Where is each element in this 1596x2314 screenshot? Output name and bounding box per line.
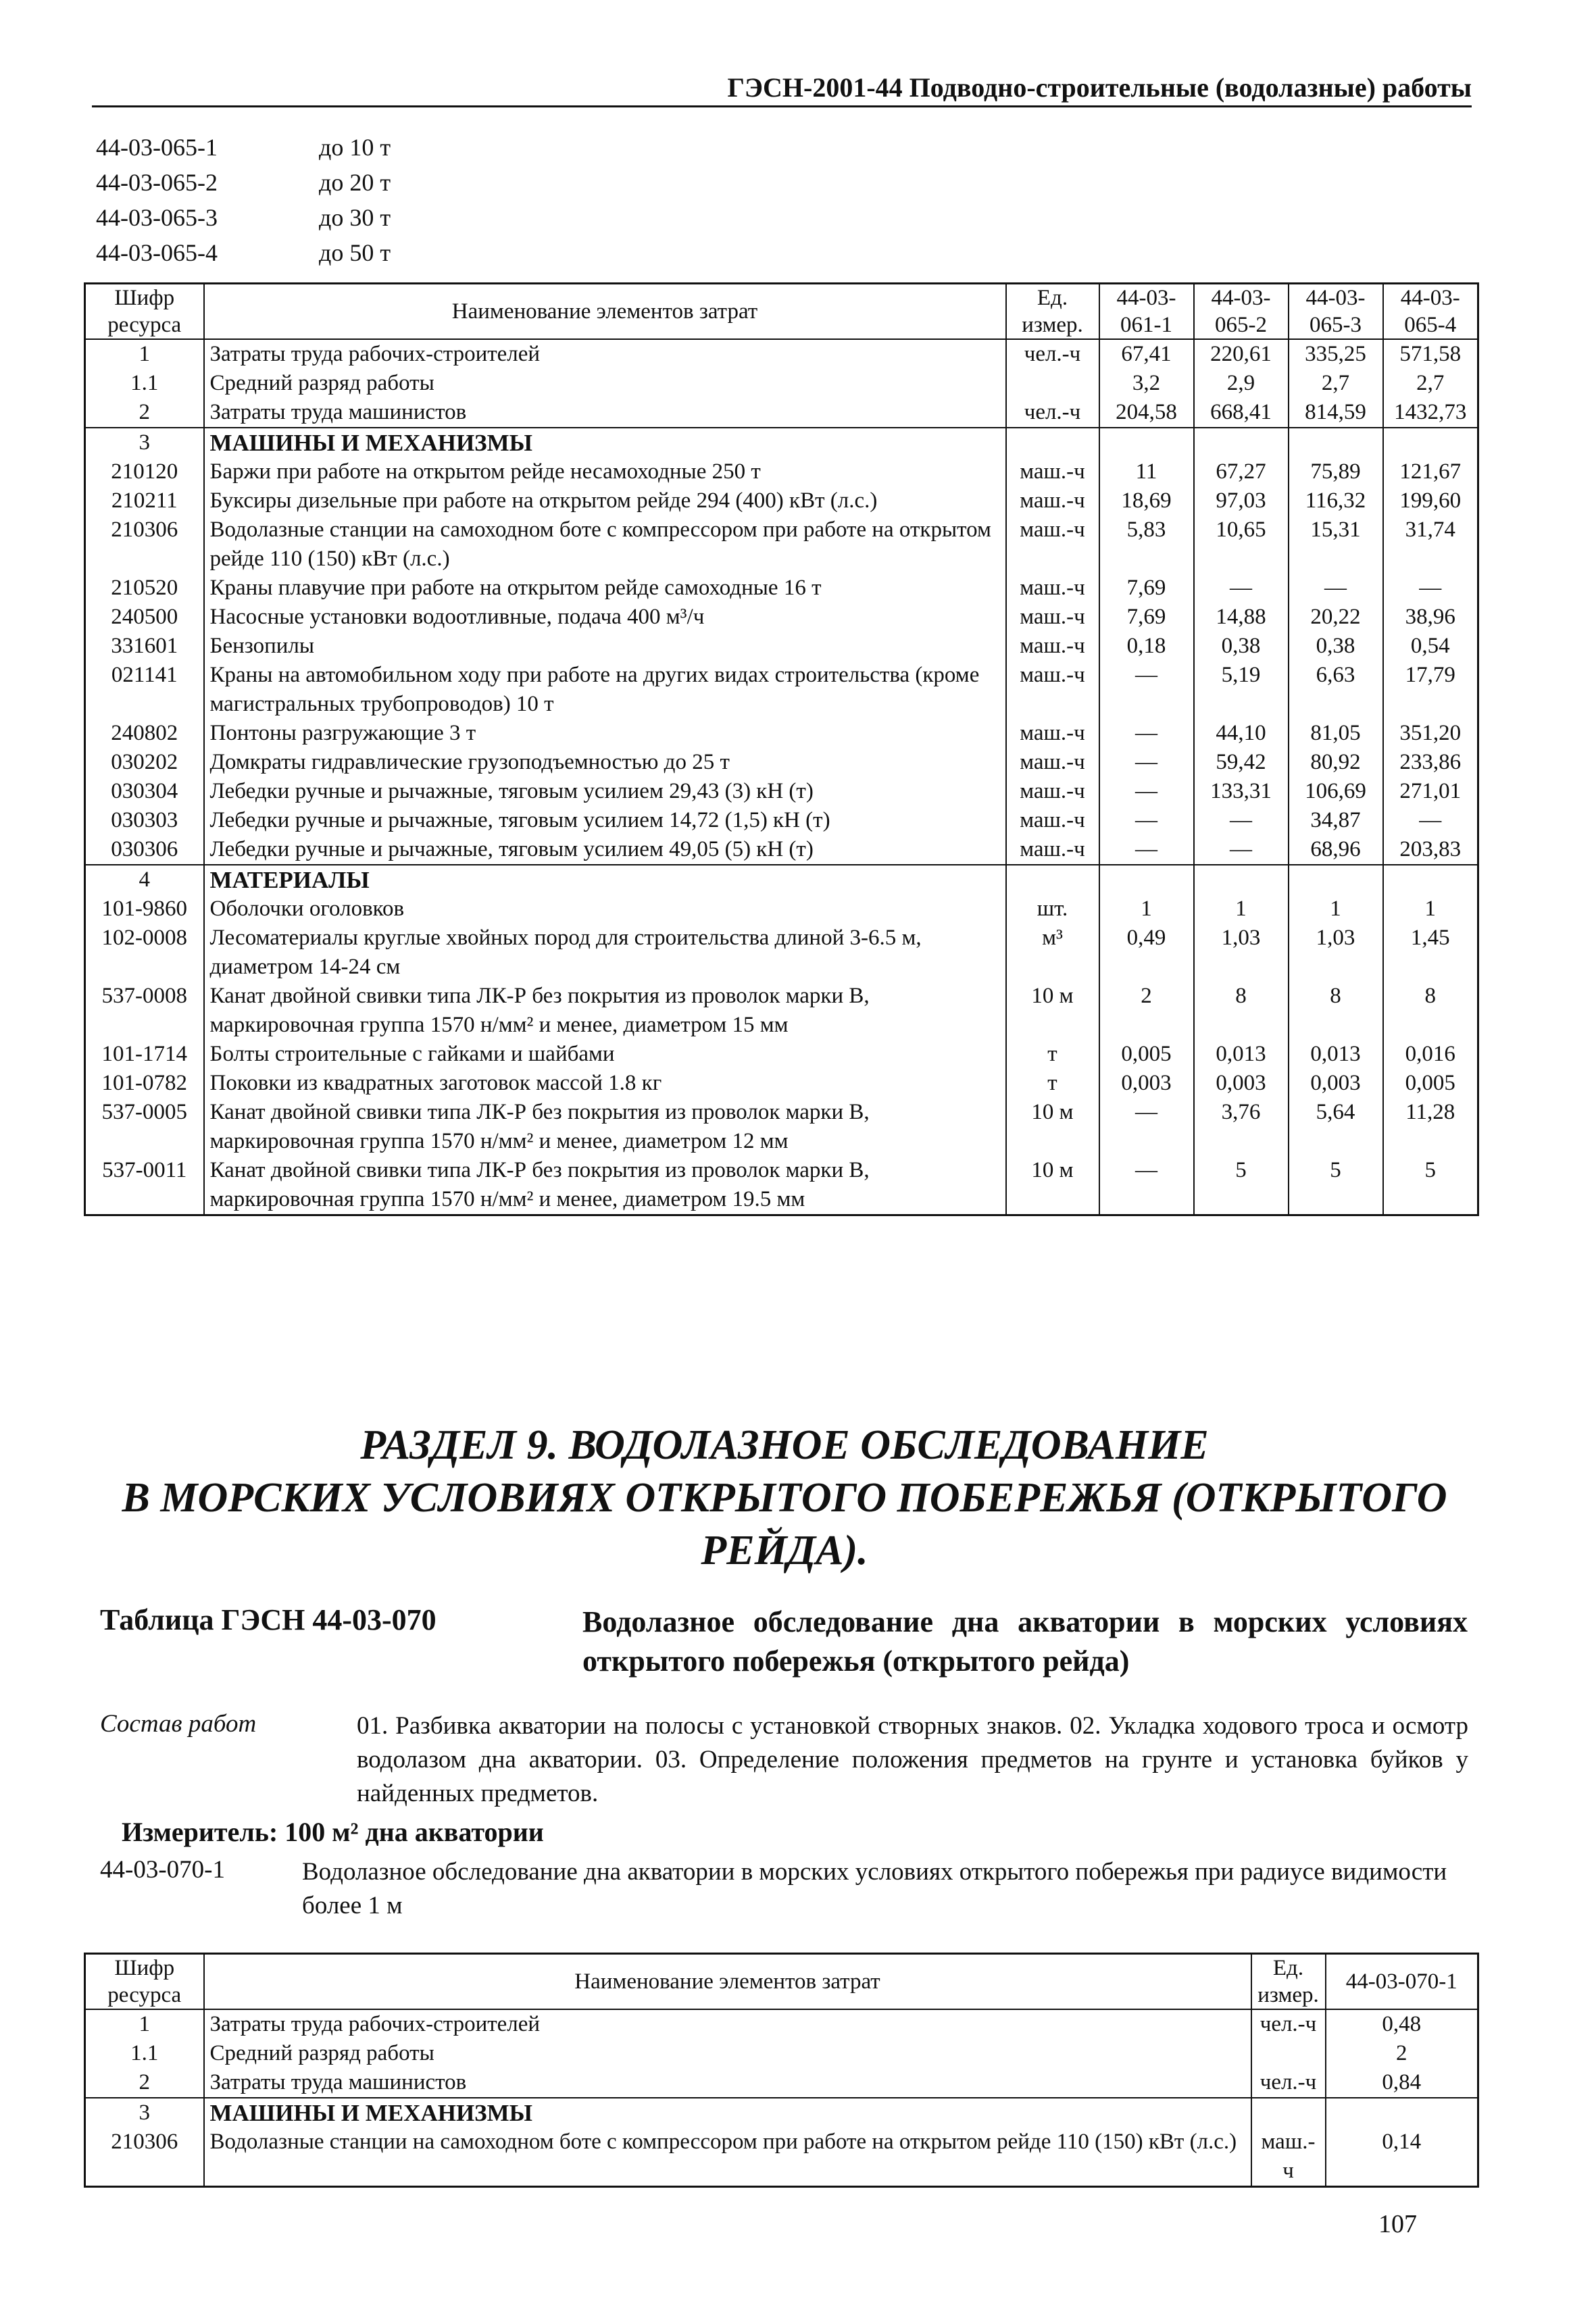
row-value: 8	[1383, 982, 1478, 1040]
row-name: Лесоматериалы круглые хвойных пород для строительства длиной 3-6.5 м, диаметром 14-24 см	[204, 924, 1006, 982]
row-value: —	[1099, 1098, 1194, 1156]
row-value	[1099, 428, 1194, 457]
row-value: 1	[1289, 895, 1383, 924]
row-name: Средний разряд работы	[204, 2039, 1251, 2068]
row-unit	[1006, 369, 1099, 398]
row-value: 0,003	[1289, 1069, 1383, 1098]
section-title-line: РАЗДЕЛ 9. ВОДОЛАЗНОЕ ОБСЛЕДОВАНИЕ	[360, 1422, 1209, 1468]
row-value: 17,79	[1383, 661, 1478, 719]
row-value: 0,003	[1099, 1069, 1194, 1098]
row-code: 537-0008	[85, 982, 204, 1040]
row-value: —	[1099, 661, 1194, 719]
row-value: 5,83	[1099, 515, 1194, 574]
row-value: 2	[1099, 982, 1194, 1040]
row-unit: маш.-ч	[1006, 457, 1099, 486]
row-unit: 10 м	[1006, 1098, 1099, 1156]
row-code: 537-0011	[85, 1156, 204, 1215]
variant-row	[96, 130, 391, 165]
row-code: 331601	[85, 632, 204, 661]
row-value: 7,69	[1099, 574, 1194, 603]
row-code: 030303	[85, 806, 204, 835]
row-name: Понтоны разгружающие 3 т	[204, 719, 1006, 748]
row-unit	[1006, 865, 1099, 895]
resource-table-main	[84, 282, 1479, 1216]
row-value: —	[1194, 835, 1289, 865]
row-value: 0,48	[1326, 2009, 1478, 2039]
row-value: 2,7	[1289, 369, 1383, 398]
row-value	[1194, 865, 1289, 895]
row-code: 101-1714	[85, 1040, 204, 1069]
row-name: Краны плавучие при работе на открытом рейде самоходные 16 т	[204, 574, 1006, 603]
row-name: Бензопилы	[204, 632, 1006, 661]
row-value: 668,41	[1194, 398, 1289, 428]
row-value: 1,45	[1383, 924, 1478, 982]
row-value: 1	[1099, 895, 1194, 924]
row-value: 31,74	[1383, 515, 1478, 574]
row-code: 3	[85, 2098, 204, 2128]
row-name: Водолазные станции на самоходном боте с компрессором при работе на открытом рейде 110 (150) кВт (л.с.)	[204, 515, 1006, 574]
row-value: 0,84	[1326, 2068, 1478, 2098]
row-name: Болты строительные с гайками и шайбами	[204, 1040, 1006, 1069]
row-name: Затраты труда машинистов	[204, 2068, 1251, 2098]
table-row	[85, 486, 1478, 515]
row-value: 0,14	[1326, 2128, 1478, 2187]
row-value: 5,64	[1289, 1098, 1383, 1156]
row-code: 2	[85, 398, 204, 428]
row-value: 0,005	[1383, 1069, 1478, 1098]
col-header-variant: 44-03-065-3	[1289, 284, 1383, 340]
row-code: 021141	[85, 661, 204, 719]
variant-code: 44-03-065-3	[96, 204, 218, 231]
row-unit	[1251, 2039, 1326, 2068]
row-unit: маш.-ч	[1006, 574, 1099, 603]
row-value: —	[1194, 574, 1289, 603]
row-value: 1,03	[1289, 924, 1383, 982]
row-value: 814,59	[1289, 398, 1383, 428]
row-value: 0,016	[1383, 1040, 1478, 1069]
row-value: 116,32	[1289, 486, 1383, 515]
row-value: 68,96	[1289, 835, 1383, 865]
row-value	[1383, 428, 1478, 457]
row-value	[1099, 865, 1194, 895]
row-name: Канат двойной свивки типа ЛК-Р без покрытия из проволок марки В, маркировочная группа 1570 н/мм² и менее, диаметром 15 мм	[204, 982, 1006, 1040]
row-code: 1.1	[85, 2039, 204, 2068]
row-value: 11	[1099, 457, 1194, 486]
row-value: 59,42	[1194, 748, 1289, 777]
table-row	[85, 457, 1478, 486]
row-name: Лебедки ручные и рычажные, тяговым усилием 14,72 (1,5) кН (т)	[204, 806, 1006, 835]
row-name: Оболочки оголовков	[204, 895, 1006, 924]
row-code: 210306	[85, 2128, 204, 2187]
row-value: 67,41	[1099, 339, 1194, 369]
row-code: 3	[85, 428, 204, 457]
table-row	[85, 924, 1478, 982]
col-header-variant: 44-03-061-1	[1099, 284, 1194, 340]
row-value: 0,013	[1289, 1040, 1383, 1069]
row-unit: т	[1006, 1069, 1099, 1098]
row-unit: маш.-ч	[1006, 835, 1099, 865]
row-value: 133,31	[1194, 777, 1289, 806]
row-value: 199,60	[1383, 486, 1478, 515]
row-unit: маш.-ч	[1006, 806, 1099, 835]
section-title	[92, 1419, 1477, 1577]
col-header-code: Шифр ресурса	[85, 1954, 204, 2010]
table-row	[85, 2128, 1478, 2187]
row-name: МАШИНЫ И МЕХАНИЗМЫ	[204, 428, 1006, 457]
row-name: Средний разряд работы	[204, 369, 1006, 398]
table-row	[85, 515, 1478, 574]
row-unit: т	[1006, 1040, 1099, 1069]
row-value: —	[1099, 806, 1194, 835]
row-name: Лебедки ручные и рычажные, тяговым усилием 29,43 (3) кН (т)	[204, 777, 1006, 806]
work-composition-label: Состав работ	[100, 1710, 257, 1738]
table-row	[85, 2068, 1478, 2098]
row-unit: маш.-ч	[1006, 661, 1099, 719]
row-value: 335,25	[1289, 339, 1383, 369]
row-value: 2,9	[1194, 369, 1289, 398]
row-code: 240802	[85, 719, 204, 748]
table-row	[85, 719, 1478, 748]
row-code: 101-9860	[85, 895, 204, 924]
row-value: 34,87	[1289, 806, 1383, 835]
table-caption-description: Водолазное обследование дна акватории в морских условиях открытого побережья (открытого рейда)	[582, 1605, 1468, 1678]
variant-label: до 30 т	[319, 204, 391, 231]
row-name: Поковки из квадратных заготовок массой 1.8 кг	[204, 1069, 1006, 1098]
row-value: 97,03	[1194, 486, 1289, 515]
row-unit: маш.-ч	[1006, 719, 1099, 748]
row-name: Насосные установки водоотливные, подача 400 м³/ч	[204, 603, 1006, 632]
row-value	[1383, 865, 1478, 895]
row-code: 1.1	[85, 369, 204, 398]
col-header-code: Шифр ресурса	[85, 284, 204, 340]
meter-label: Измеритель:	[122, 1817, 278, 1847]
row-value: —	[1194, 806, 1289, 835]
row-value: 5	[1194, 1156, 1289, 1215]
variant-row	[96, 165, 391, 200]
row-unit: маш.-ч	[1006, 486, 1099, 515]
variant-label: до 10 т	[319, 134, 391, 161]
row-name: Канат двойной свивки типа ЛК-Р без покрытия из проволок марки В, маркировочная группа 1570 н/мм² и менее, диаметром 19.5 мм	[204, 1156, 1006, 1215]
table-section-row	[85, 428, 1478, 457]
row-value: 0,18	[1099, 632, 1194, 661]
row-value: 75,89	[1289, 457, 1383, 486]
row-value	[1326, 2098, 1478, 2128]
table-row	[85, 1069, 1478, 1098]
col-header-unit: Ед. измер.	[1006, 284, 1099, 340]
meter-line	[122, 1816, 544, 1848]
table-row	[85, 895, 1478, 924]
row-value: —	[1099, 719, 1194, 748]
row-code: 4	[85, 865, 204, 895]
variant-row	[96, 200, 391, 235]
row-value: 20,22	[1289, 603, 1383, 632]
col-header-name: Наименование элементов затрат	[204, 284, 1006, 340]
row-unit: 10 м	[1006, 1156, 1099, 1215]
row-value: 1	[1383, 895, 1478, 924]
row-code: 1	[85, 2009, 204, 2039]
col-header-variant: 44-03-065-2	[1194, 284, 1289, 340]
row-unit: 10 м	[1006, 982, 1099, 1040]
row-code: 030306	[85, 835, 204, 865]
row-value: 7,69	[1099, 603, 1194, 632]
meter-value: 100 м² дна акватории	[284, 1817, 544, 1847]
row-value	[1289, 428, 1383, 457]
row-value: 106,69	[1289, 777, 1383, 806]
row-value: —	[1099, 748, 1194, 777]
row-name: Баржи при работе на открытом рейде несамоходные 250 т	[204, 457, 1006, 486]
row-value: —	[1099, 1156, 1194, 1215]
row-unit: маш.-ч	[1006, 603, 1099, 632]
row-value: —	[1099, 835, 1194, 865]
item-code: 44-03-070-1	[100, 1856, 225, 1884]
row-name: Краны на автомобильном ходу при работе на других видах строительства (кроме магистральных трубопроводов) 10 т	[204, 661, 1006, 719]
variant-row	[96, 235, 391, 270]
table-row	[85, 369, 1478, 398]
row-unit: чел.-ч	[1251, 2068, 1326, 2098]
table-row	[85, 339, 1478, 369]
row-value: 121,67	[1383, 457, 1478, 486]
table-row	[85, 1098, 1478, 1156]
row-value: 80,92	[1289, 748, 1383, 777]
row-value: 0,38	[1289, 632, 1383, 661]
table-caption-label: Таблица ГЭСН 44-03-070	[100, 1603, 437, 1636]
row-name: МАШИНЫ И МЕХАНИЗМЫ	[204, 2098, 1251, 2128]
row-unit: шт.	[1006, 895, 1099, 924]
row-value: 2	[1326, 2039, 1478, 2068]
row-value: —	[1383, 574, 1478, 603]
table-row	[85, 835, 1478, 865]
table-row	[85, 632, 1478, 661]
variant-label: до 20 т	[319, 169, 391, 196]
row-value: 271,01	[1383, 777, 1478, 806]
row-value: 2,7	[1383, 369, 1478, 398]
row-name: Затраты труда рабочих-строителей	[204, 339, 1006, 369]
row-value	[1289, 865, 1383, 895]
row-code: 030304	[85, 777, 204, 806]
row-unit: маш.-ч	[1006, 748, 1099, 777]
variant-code: 44-03-065-2	[96, 169, 218, 196]
row-name: Лебедки ручные и рычажные, тяговым усилием 49,05 (5) кН (т)	[204, 835, 1006, 865]
row-name: Домкраты гидравлические грузоподъемностью до 25 т	[204, 748, 1006, 777]
table-row	[85, 661, 1478, 719]
page-number: 107	[1378, 2210, 1417, 2238]
row-code: 210120	[85, 457, 204, 486]
row-value: 5,19	[1194, 661, 1289, 719]
row-code: 240500	[85, 603, 204, 632]
header-title: ГЭСН-2001-44 Подводно-строительные (водолазные) работы	[727, 72, 1472, 103]
row-value: 1	[1194, 895, 1289, 924]
table-row	[85, 2009, 1478, 2039]
variant-code: 44-03-065-1	[96, 134, 218, 161]
row-value: 67,27	[1194, 457, 1289, 486]
row-value: 8	[1194, 982, 1289, 1040]
row-unit: чел.-ч	[1251, 2009, 1326, 2039]
table-section-row	[85, 865, 1478, 895]
col-header-variant: 44-03-065-4	[1383, 284, 1478, 340]
row-code: 210520	[85, 574, 204, 603]
row-value: 220,61	[1194, 339, 1289, 369]
row-value: 11,28	[1383, 1098, 1478, 1156]
row-code: 210211	[85, 486, 204, 515]
row-value: 571,58	[1383, 339, 1478, 369]
variant-code: 44-03-065-4	[96, 239, 218, 266]
row-value: 204,58	[1099, 398, 1194, 428]
row-unit: м³	[1006, 924, 1099, 982]
table-header-row	[85, 284, 1478, 340]
table-section-row	[85, 2098, 1478, 2128]
col-header-variant: 44-03-070-1	[1326, 1954, 1478, 2010]
row-code: 030202	[85, 748, 204, 777]
item-description: Водолазное обследование дна акватории в морских условиях открытого побережья при радиусе видимости более 1 м	[302, 1858, 1447, 1919]
row-code: 102-0008	[85, 924, 204, 982]
table-row	[85, 748, 1478, 777]
row-value: 3,2	[1099, 369, 1194, 398]
row-unit: маш.-ч	[1006, 632, 1099, 661]
row-value: 81,05	[1289, 719, 1383, 748]
row-value: 233,86	[1383, 748, 1478, 777]
row-name: Затраты труда рабочих-строителей	[204, 2009, 1251, 2039]
row-value: 0,38	[1194, 632, 1289, 661]
variant-list	[96, 130, 391, 270]
variant-label: до 50 т	[319, 239, 391, 266]
row-value: 1,03	[1194, 924, 1289, 982]
table-row	[85, 777, 1478, 806]
row-code: 101-0782	[85, 1069, 204, 1098]
row-code: 537-0005	[85, 1098, 204, 1156]
row-value: 1432,73	[1383, 398, 1478, 428]
row-unit: маш.-ч	[1006, 777, 1099, 806]
table-row	[85, 2039, 1478, 2068]
row-code: 1	[85, 339, 204, 369]
table-row	[85, 398, 1478, 428]
running-header	[92, 68, 1472, 107]
row-value: 10,65	[1194, 515, 1289, 574]
col-header-name: Наименование элементов затрат	[204, 1954, 1251, 2010]
table-row	[85, 806, 1478, 835]
row-unit	[1251, 2098, 1326, 2128]
row-value: 0,49	[1099, 924, 1194, 982]
row-unit: чел.-ч	[1006, 339, 1099, 369]
row-name: Водолазные станции на самоходном боте с компрессором при работе на открытом рейде 110 (150) кВт (л.с.)	[204, 2128, 1251, 2187]
row-name: Буксиры дизельные при работе на открытом рейде 294 (400) кВт (л.с.)	[204, 486, 1006, 515]
section-title-line: РЕЙДА).	[701, 1528, 868, 1574]
row-value: 18,69	[1099, 486, 1194, 515]
row-value	[1194, 428, 1289, 457]
table-row	[85, 574, 1478, 603]
row-code: 2	[85, 2068, 204, 2098]
row-unit	[1006, 428, 1099, 457]
row-unit: маш.-ч	[1006, 515, 1099, 574]
row-value: 3,76	[1194, 1098, 1289, 1156]
row-unit: маш.-ч	[1251, 2128, 1326, 2187]
row-value: 8	[1289, 982, 1383, 1040]
row-value: 0,54	[1383, 632, 1478, 661]
row-name: Канат двойной свивки типа ЛК-Р без покрытия из проволок марки В, маркировочная группа 1570 н/мм² и менее, диаметром 12 мм	[204, 1098, 1006, 1156]
work-composition-text: 01. Разбивка акватории на полосы с установкой створных знаков. 02. Укладка ходового троса и осмотр водолазом дна акватории. 03. Определение положения предметов на грунте и установка буйков у найденных предметов.	[357, 1712, 1468, 1807]
row-code: 210306	[85, 515, 204, 574]
col-header-unit: Ед. измер.	[1251, 1954, 1326, 2010]
row-value: 5	[1289, 1156, 1383, 1215]
table-row	[85, 603, 1478, 632]
row-value: 14,88	[1194, 603, 1289, 632]
row-value: 15,31	[1289, 515, 1383, 574]
section-title-line: В МОРСКИХ УСЛОВИЯХ ОТКРЫТОГО ПОБЕРЕЖЬЯ (ОТКРЫТОГО	[122, 1475, 1447, 1521]
row-value: —	[1383, 806, 1478, 835]
row-unit: чел.-ч	[1006, 398, 1099, 428]
table-row	[85, 982, 1478, 1040]
table-row	[85, 1156, 1478, 1215]
row-name: МАТЕРИАЛЫ	[204, 865, 1006, 895]
row-name: Затраты труда машинистов	[204, 398, 1006, 428]
row-value: —	[1289, 574, 1383, 603]
row-value: 0,005	[1099, 1040, 1194, 1069]
table-header-row	[85, 1954, 1478, 2010]
resource-table-070	[84, 1953, 1479, 2188]
row-value: 0,013	[1194, 1040, 1289, 1069]
row-value: 351,20	[1383, 719, 1478, 748]
row-value: 6,63	[1289, 661, 1383, 719]
table-row	[85, 1040, 1478, 1069]
row-value: 0,003	[1194, 1069, 1289, 1098]
row-value: 44,10	[1194, 719, 1289, 748]
row-value: 38,96	[1383, 603, 1478, 632]
row-value: —	[1099, 777, 1194, 806]
row-value: 203,83	[1383, 835, 1478, 865]
row-value: 5	[1383, 1156, 1478, 1215]
